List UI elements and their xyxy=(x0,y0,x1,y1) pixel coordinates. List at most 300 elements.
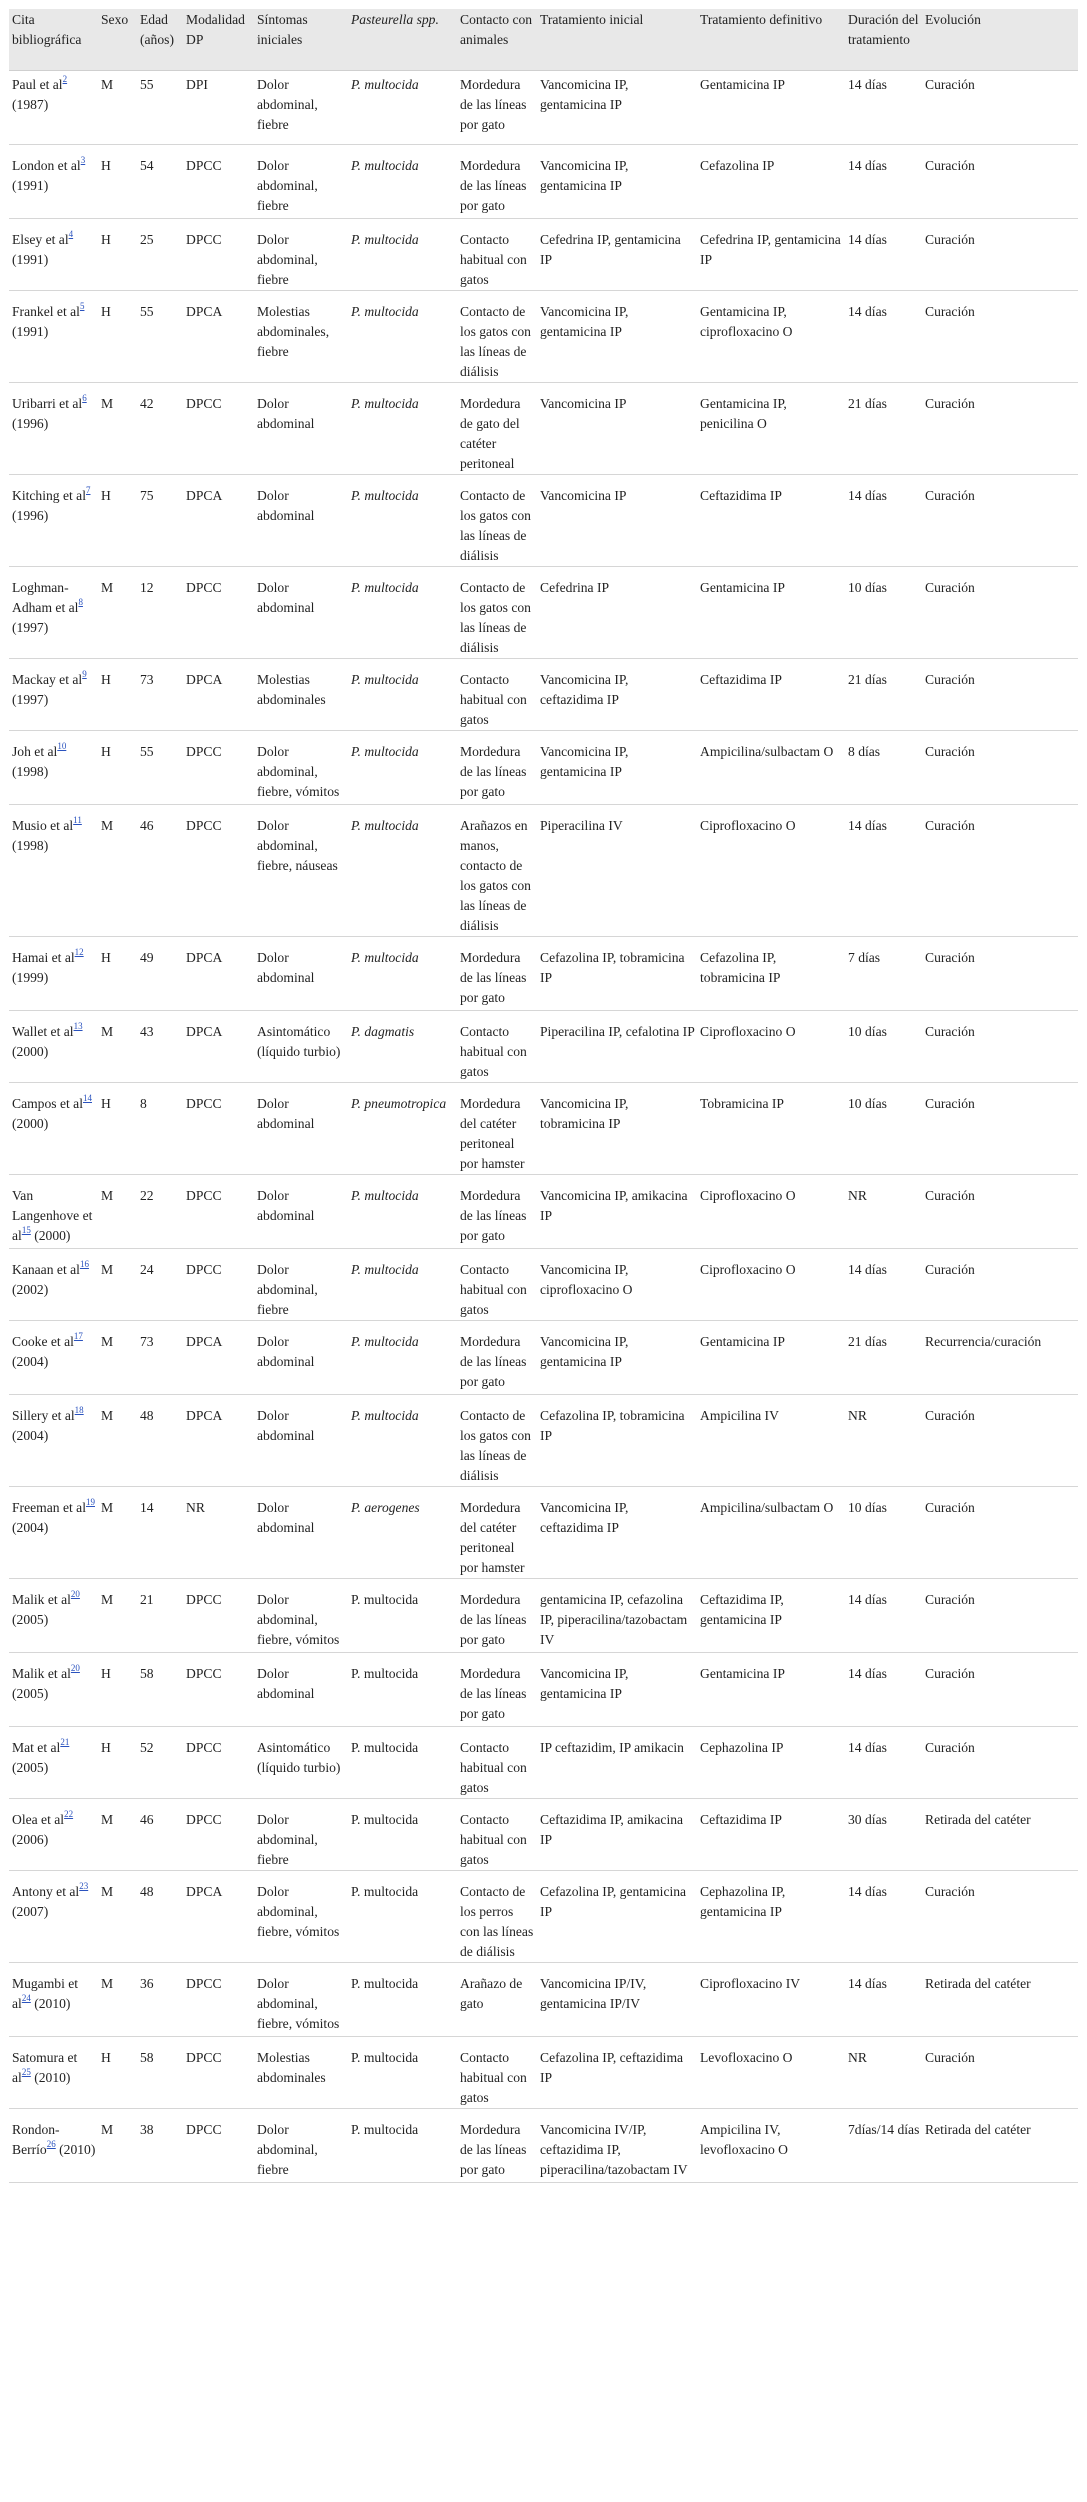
reference-link[interactable]: 24 xyxy=(21,1993,31,2003)
citation-year: (1991) xyxy=(12,324,49,339)
reference-link[interactable]: 23 xyxy=(79,1881,89,1891)
reference-link[interactable]: 10 xyxy=(57,741,67,751)
contact-cell: Contacto de los gatos con las líneas de diálisis xyxy=(457,475,537,567)
duration-cell: 21 días xyxy=(845,383,922,475)
pasteurella-cell: P. multocida xyxy=(348,145,457,219)
pasteurella-cell: P. multocida xyxy=(348,291,457,383)
age-cell: 49 xyxy=(137,937,183,1011)
citation-year: (2005) xyxy=(12,1612,49,1627)
citation-author: Mackay et al xyxy=(12,672,83,687)
definitive-treatment-cell: Cefazolina IP xyxy=(697,145,845,219)
table-row xyxy=(9,1249,1078,1321)
pasteurella-cell: P. multocida xyxy=(348,805,457,937)
definitive-treatment-cell: Cefazolina IP, tobramicina IP xyxy=(697,937,845,1011)
duration-cell: 14 días xyxy=(845,1871,922,1963)
initial-treatment-cell: gentamicina IP, cefazolina IP, piperacilina/tazobactam IV xyxy=(537,1579,697,1653)
citation-author: Frankel et al xyxy=(12,304,80,319)
citation-year: (2002) xyxy=(12,1282,49,1297)
symptoms-cell: Dolor abdominal, fiebre, vómitos xyxy=(254,1579,348,1653)
citation-author: Paul et al xyxy=(12,77,63,92)
citation-author: Kanaan et al xyxy=(12,1262,80,1277)
definitive-treatment-cell: Ampicilina IV, levofloxacino O xyxy=(697,2109,845,2183)
age-cell: 25 xyxy=(137,219,183,291)
symptoms-cell: Dolor abdominal, fiebre xyxy=(254,219,348,291)
contact-cell: Contacto habitual con gatos xyxy=(457,1799,537,1871)
citation-author: Hamai et al xyxy=(12,950,75,965)
table-row xyxy=(9,1799,1078,1871)
outcome-cell: Curación xyxy=(922,1653,1078,1727)
citation-author: Olea et al xyxy=(12,1812,65,1827)
modality-cell: DPCA xyxy=(183,1395,254,1487)
reference-link[interactable]: 20 xyxy=(70,1663,80,1673)
definitive-treatment-cell: Gentamicina IP xyxy=(697,71,845,145)
pasteurella-cell: P. multocida xyxy=(348,1963,457,2037)
citation-year: (2010) xyxy=(34,2070,71,2085)
citation-author: Antony et al xyxy=(12,1884,80,1899)
age-cell: 22 xyxy=(137,1175,183,1249)
pasteurella-cell: P. multocida xyxy=(348,1727,457,1799)
contact-cell: Contacto de los perros con las líneas de diálisis xyxy=(457,1871,537,1963)
header-definitive-treatment: Tratamiento definitivo xyxy=(697,9,845,71)
age-cell: 55 xyxy=(137,291,183,383)
citation-cell xyxy=(9,1579,98,1653)
age-cell: 73 xyxy=(137,659,183,731)
outcome-cell: Curación xyxy=(922,1011,1078,1083)
symptoms-cell: Dolor abdominal xyxy=(254,1653,348,1727)
initial-treatment-cell: Vancomicina IP, gentamicina IP xyxy=(537,731,697,805)
sex-cell: H xyxy=(98,2037,137,2109)
sex-cell: H xyxy=(98,731,137,805)
reference-link[interactable]: 6 xyxy=(82,393,87,403)
sex-cell: H xyxy=(98,659,137,731)
pasteurella-cell: P. multocida xyxy=(348,1579,457,1653)
contact-cell: Contacto habitual con gatos xyxy=(457,659,537,731)
citation-year: (2005) xyxy=(12,1760,49,1775)
duration-cell: 14 días xyxy=(845,219,922,291)
pasteurella-cell: P. multocida xyxy=(348,1653,457,1727)
reference-link[interactable]: 26 xyxy=(46,2139,56,2149)
duration-cell: 7 días xyxy=(845,937,922,1011)
modality-cell: DPCC xyxy=(183,1579,254,1653)
definitive-treatment-cell: Ampicilina IV xyxy=(697,1395,845,1487)
symptoms-cell: Dolor abdominal xyxy=(254,475,348,567)
definitive-treatment-cell: Ceftazidima IP xyxy=(697,659,845,731)
reference-link[interactable]: 9 xyxy=(82,669,87,679)
age-cell: 8 xyxy=(137,1083,183,1175)
age-cell: 55 xyxy=(137,731,183,805)
duration-cell: 21 días xyxy=(845,1321,922,1395)
age-cell: 36 xyxy=(137,1963,183,2037)
duration-cell: 14 días xyxy=(845,71,922,145)
table-row xyxy=(9,71,1078,145)
table-row xyxy=(9,805,1078,937)
symptoms-cell: Dolor abdominal xyxy=(254,1321,348,1395)
contact-cell: Contacto habitual con gatos xyxy=(457,1727,537,1799)
citation-cell xyxy=(9,1395,98,1487)
header-animal-contact: Contacto con animales xyxy=(457,9,537,71)
initial-treatment-cell: Cefazolina IP, tobramicina IP xyxy=(537,937,697,1011)
outcome-cell: Curación xyxy=(922,937,1078,1011)
symptoms-cell: Asintomático (líquido turbio) xyxy=(254,1727,348,1799)
initial-treatment-cell: Vancomicina IP, tobramicina IP xyxy=(537,1083,697,1175)
sex-cell: M xyxy=(98,1487,137,1579)
reference-link[interactable]: 19 xyxy=(85,1497,95,1507)
symptoms-cell: Dolor abdominal, fiebre, vómitos xyxy=(254,1871,348,1963)
definitive-treatment-cell: Ciprofloxacino O xyxy=(697,1175,845,1249)
age-cell: 48 xyxy=(137,1395,183,1487)
initial-treatment-cell: Vancomicina IP, ciprofloxacino O xyxy=(537,1249,697,1321)
age-cell: 48 xyxy=(137,1871,183,1963)
citation-author: Mat et al xyxy=(12,1740,61,1755)
initial-treatment-cell: Cefedrina IP xyxy=(537,567,697,659)
definitive-treatment-cell: Gentamicina IP xyxy=(697,1653,845,1727)
pasteurella-cell: P. multocida xyxy=(348,1799,457,1871)
outcome-cell: Curación xyxy=(922,731,1078,805)
symptoms-cell: Dolor abdominal xyxy=(254,567,348,659)
pasteurella-cell: P. multocida xyxy=(348,1175,457,1249)
symptoms-cell: Dolor abdominal, fiebre, vómitos xyxy=(254,731,348,805)
sex-cell: M xyxy=(98,1249,137,1321)
initial-treatment-cell: Vancomicina IV/IP, ceftazidima IP, piperacilina/tazobactam IV xyxy=(537,2109,697,2183)
table-row xyxy=(9,659,1078,731)
initial-treatment-cell: Cefedrina IP, gentamicina IP xyxy=(537,219,697,291)
age-cell: 21 xyxy=(137,1579,183,1653)
modality-cell: DPCC xyxy=(183,1249,254,1321)
table-row xyxy=(9,2037,1078,2109)
age-cell: 75 xyxy=(137,475,183,567)
sex-cell: H xyxy=(98,1727,137,1799)
pasteurella-cell: P. multocida xyxy=(348,2037,457,2109)
symptoms-cell: Asintomático (líquido turbio) xyxy=(254,1011,348,1083)
definitive-treatment-cell: Cephazolina IP xyxy=(697,1727,845,1799)
citation-author: Sillery et al xyxy=(12,1408,75,1423)
initial-treatment-cell: Vancomicina IP, ceftazidima IP xyxy=(537,1487,697,1579)
table-row xyxy=(9,145,1078,219)
citation-year: (1987) xyxy=(12,97,49,112)
outcome-cell: Curación xyxy=(922,659,1078,731)
reference-link[interactable]: 7 xyxy=(86,485,91,495)
age-cell: 55 xyxy=(137,71,183,145)
symptoms-cell: Dolor abdominal, fiebre xyxy=(254,2109,348,2183)
age-cell: 54 xyxy=(137,145,183,219)
reference-link[interactable]: 13 xyxy=(73,1021,83,1031)
pasteurella-cell: P. multocida xyxy=(348,1395,457,1487)
outcome-cell: Curación xyxy=(922,219,1078,291)
pasteurella-cell: P. multocida xyxy=(348,731,457,805)
reference-link[interactable]: 20 xyxy=(70,1589,80,1599)
sex-cell: H xyxy=(98,291,137,383)
reference-link[interactable]: 8 xyxy=(78,597,83,607)
citation-cell xyxy=(9,731,98,805)
definitive-treatment-cell: Ciprofloxacino IV xyxy=(697,1963,845,2037)
duration-cell: 14 días xyxy=(845,1727,922,1799)
reference-link[interactable]: 14 xyxy=(82,1093,92,1103)
duration-cell: 30 días xyxy=(845,1799,922,1871)
reference-link[interactable]: 17 xyxy=(73,1331,83,1341)
citation-cell xyxy=(9,1871,98,1963)
age-cell: 58 xyxy=(137,1653,183,1727)
table-row xyxy=(9,1727,1078,1799)
contact-cell: Mordedura de las líneas por gato xyxy=(457,145,537,219)
header-sex: Sexo xyxy=(98,9,137,71)
age-cell: 12 xyxy=(137,567,183,659)
definitive-treatment-cell: Ceftazidima IP, gentamicina IP xyxy=(697,1579,845,1653)
initial-treatment-cell: Vancomicina IP, ceftazidima IP xyxy=(537,659,697,731)
citation-cell xyxy=(9,291,98,383)
header-modality: Modalidad DP xyxy=(183,9,254,71)
header-pasteurella: Pasteurella spp. xyxy=(348,9,457,71)
modality-cell: DPCC xyxy=(183,1799,254,1871)
definitive-treatment-cell: Ciprofloxacino O xyxy=(697,1249,845,1321)
modality-cell: DPCC xyxy=(183,2109,254,2183)
reference-link[interactable]: 16 xyxy=(79,1259,89,1269)
duration-cell: 14 días xyxy=(845,1963,922,2037)
contact-cell: Arañazo de gato xyxy=(457,1963,537,2037)
initial-treatment-cell: Cefazolina IP, ceftazidima IP xyxy=(537,2037,697,2109)
table-row xyxy=(9,1395,1078,1487)
outcome-cell: Retirada del catéter xyxy=(922,1799,1078,1871)
modality-cell: NR xyxy=(183,1487,254,1579)
age-cell: 42 xyxy=(137,383,183,475)
citation-cell xyxy=(9,219,98,291)
citation-author: Satomura et al xyxy=(12,2050,78,2085)
pasteurella-cell: P. multocida xyxy=(348,71,457,145)
table-body xyxy=(9,71,1078,2183)
symptoms-cell: Molestias abdominales, fiebre xyxy=(254,291,348,383)
citation-year: (2006) xyxy=(12,1832,49,1847)
outcome-cell: Curación xyxy=(922,1579,1078,1653)
table-row xyxy=(9,1871,1078,1963)
outcome-cell: Curación xyxy=(922,475,1078,567)
pasteurella-cell: P. multocida xyxy=(348,2109,457,2183)
sex-cell: M xyxy=(98,567,137,659)
citation-year: (1996) xyxy=(12,508,49,523)
citation-year: (2004) xyxy=(12,1428,49,1443)
table-row xyxy=(9,937,1078,1011)
sex-cell: M xyxy=(98,1871,137,1963)
reference-link[interactable]: 4 xyxy=(68,229,74,239)
header-symptoms: Síntomas iniciales xyxy=(254,9,348,71)
definitive-treatment-cell: Gentamicina IP xyxy=(697,567,845,659)
citation-author: Kitching et al xyxy=(12,488,86,503)
age-cell: 38 xyxy=(137,2109,183,2183)
table-row xyxy=(9,1175,1078,1249)
duration-cell: 10 días xyxy=(845,1487,922,1579)
citation-cell xyxy=(9,1321,98,1395)
table-row xyxy=(9,1083,1078,1175)
citation-year: (2004) xyxy=(12,1354,49,1369)
modality-cell: DPCA xyxy=(183,291,254,383)
table-row xyxy=(9,291,1078,383)
modality-cell: DPCC xyxy=(183,383,254,475)
contact-cell: Contacto habitual con gatos xyxy=(457,1249,537,1321)
definitive-treatment-cell: Ciprofloxacino O xyxy=(697,805,845,937)
contact-cell: Mordedura de las líneas por gato xyxy=(457,2109,537,2183)
table-row xyxy=(9,1321,1078,1395)
citation-year: (1997) xyxy=(12,620,49,635)
contact-cell: Mordedura de las líneas por gato xyxy=(457,71,537,145)
definitive-treatment-cell: Gentamicina IP, ciprofloxacino O xyxy=(697,291,845,383)
reference-link[interactable]: 22 xyxy=(64,1809,74,1819)
initial-treatment-cell: Vancomicina IP, amikacina IP xyxy=(537,1175,697,1249)
pasteurella-cell: P. multocida xyxy=(348,659,457,731)
header-duration: Duración del tratamiento xyxy=(845,9,922,71)
reference-link[interactable]: 3 xyxy=(80,155,86,165)
reference-link[interactable]: 5 xyxy=(79,301,85,311)
symptoms-cell: Dolor abdominal, fiebre, vómitos xyxy=(254,1963,348,2037)
reference-link[interactable]: 11 xyxy=(73,815,82,825)
outcome-cell: Curación xyxy=(922,1727,1078,1799)
contact-cell: Mordedura de las líneas por gato xyxy=(457,731,537,805)
citation-year: (2010) xyxy=(59,2142,96,2157)
outcome-cell: Retirada del catéter xyxy=(922,2109,1078,2183)
citation-cell xyxy=(9,1653,98,1727)
contact-cell: Mordedura de las líneas por gato xyxy=(457,1321,537,1395)
citation-year: (2000) xyxy=(34,1228,71,1243)
age-cell: 14 xyxy=(137,1487,183,1579)
duration-cell: NR xyxy=(845,1175,922,1249)
citation-author: Uribarri et al xyxy=(12,396,83,411)
table-row xyxy=(9,1653,1078,1727)
outcome-cell: Curación xyxy=(922,1395,1078,1487)
modality-cell: DPCC xyxy=(183,2037,254,2109)
citation-author: Rondon-Berrío xyxy=(12,2122,60,2157)
modality-cell: DPCC xyxy=(183,219,254,291)
modality-cell: DPCC xyxy=(183,805,254,937)
reference-link[interactable]: 25 xyxy=(21,2067,31,2077)
age-cell: 46 xyxy=(137,1799,183,1871)
citation-cell xyxy=(9,1799,98,1871)
initial-treatment-cell: Vancomicina IP xyxy=(537,383,697,475)
table-row xyxy=(9,1579,1078,1653)
duration-cell: 14 días xyxy=(845,805,922,937)
citation-author: Cooke et al xyxy=(12,1334,74,1349)
symptoms-cell: Molestias abdominales xyxy=(254,2037,348,2109)
citation-author: Campos et al xyxy=(12,1096,83,1111)
citation-cell xyxy=(9,475,98,567)
initial-treatment-cell: Vancomicina IP, gentamicina IP xyxy=(537,291,697,383)
pasteurella-cell: P. multocida xyxy=(348,567,457,659)
citation-year: (2007) xyxy=(12,1904,49,1919)
outcome-cell: Curación xyxy=(922,1249,1078,1321)
pasteurella-cell: P. multocida xyxy=(348,475,457,567)
outcome-cell: Recurrencia/curación xyxy=(922,1321,1078,1395)
contact-cell: Contacto habitual con gatos xyxy=(457,1011,537,1083)
pasteurella-cell: P. dagmatis xyxy=(348,1011,457,1083)
table-row xyxy=(9,567,1078,659)
citation-author: Freeman et al xyxy=(12,1500,86,1515)
modality-cell: DPCA xyxy=(183,1321,254,1395)
definitive-treatment-cell: Ampicilina/sulbactam O xyxy=(697,731,845,805)
initial-treatment-cell: Vancomicina IP, gentamicina IP xyxy=(537,145,697,219)
age-cell: 46 xyxy=(137,805,183,937)
citation-cell xyxy=(9,1727,98,1799)
reference-link[interactable]: 21 xyxy=(60,1737,70,1747)
citation-author: Joh et al xyxy=(12,744,58,759)
contact-cell: Contacto de los gatos con las líneas de diálisis xyxy=(457,1395,537,1487)
sex-cell: H xyxy=(98,145,137,219)
symptoms-cell: Dolor abdominal, fiebre xyxy=(254,1249,348,1321)
contact-cell: Contacto de los gatos con las líneas de diálisis xyxy=(457,291,537,383)
reference-link[interactable]: 18 xyxy=(74,1405,84,1415)
header-citation: Cita bibliográfica xyxy=(9,9,98,71)
symptoms-cell: Dolor abdominal, fiebre, náuseas xyxy=(254,805,348,937)
sex-cell: M xyxy=(98,1579,137,1653)
definitive-treatment-cell: Ampicilina/sulbactam O xyxy=(697,1487,845,1579)
initial-treatment-cell: Vancomicina IP xyxy=(537,475,697,567)
initial-treatment-cell: Piperacilina IP, cefalotina IP xyxy=(537,1011,697,1083)
duration-cell: 14 días xyxy=(845,1653,922,1727)
symptoms-cell: Dolor abdominal, fiebre xyxy=(254,1799,348,1871)
contact-cell: Mordedura de las líneas por gato xyxy=(457,937,537,1011)
citation-year: (2000) xyxy=(12,1116,49,1131)
initial-treatment-cell: Vancomicina IP, gentamicina IP xyxy=(537,71,697,145)
table-row xyxy=(9,731,1078,805)
outcome-cell: Curación xyxy=(922,805,1078,937)
outcome-cell: Curación xyxy=(922,1083,1078,1175)
citation-year: (2004) xyxy=(12,1520,49,1535)
pasteurella-cell: P. multocida xyxy=(348,219,457,291)
citation-year: (1997) xyxy=(12,692,49,707)
outcome-cell: Curación xyxy=(922,1487,1078,1579)
initial-treatment-cell: Piperacilina IV xyxy=(537,805,697,937)
sex-cell: M xyxy=(98,383,137,475)
citation-year: (2005) xyxy=(12,1686,49,1701)
initial-treatment-cell: IP ceftazidim, IP amikacin xyxy=(537,1727,697,1799)
pasteurella-cell: P. aerogenes xyxy=(348,1487,457,1579)
duration-cell: 10 días xyxy=(845,567,922,659)
age-cell: 58 xyxy=(137,2037,183,2109)
sex-cell: M xyxy=(98,1395,137,1487)
sex-cell: H xyxy=(98,219,137,291)
definitive-treatment-cell: Tobramicina IP xyxy=(697,1083,845,1175)
sex-cell: M xyxy=(98,1321,137,1395)
table-row xyxy=(9,219,1078,291)
reference-link[interactable]: 2 xyxy=(62,74,68,84)
sex-cell: M xyxy=(98,1963,137,2037)
contact-cell: Mordedura de las líneas por gato xyxy=(457,1579,537,1653)
symptoms-cell: Dolor abdominal xyxy=(254,1175,348,1249)
outcome-cell: Retirada del catéter xyxy=(922,1963,1078,2037)
duration-cell: 10 días xyxy=(845,1083,922,1175)
citation-author: London et al xyxy=(12,158,81,173)
citation-author: Loghman-Adham et al xyxy=(12,580,79,615)
outcome-cell: Curación xyxy=(922,2037,1078,2109)
age-cell: 52 xyxy=(137,1727,183,1799)
table-row xyxy=(9,475,1078,567)
citation-year: (1999) xyxy=(12,970,49,985)
pasteurella-cell: P. multocida xyxy=(348,1321,457,1395)
citation-cell xyxy=(9,2109,98,2183)
initial-treatment-cell: Vancomicina IP, gentamicina IP xyxy=(537,1321,697,1395)
duration-cell: 10 días xyxy=(845,1011,922,1083)
initial-treatment-cell: Cefazolina IP, tobramicina IP xyxy=(537,1395,697,1487)
modality-cell: DPCC xyxy=(183,1175,254,1249)
citation-cell xyxy=(9,1011,98,1083)
cases-table xyxy=(9,9,1078,2183)
header-outcome: Evolución xyxy=(922,9,1078,71)
symptoms-cell: Dolor abdominal xyxy=(254,383,348,475)
symptoms-cell: Dolor abdominal xyxy=(254,937,348,1011)
citation-author: Elsey et al xyxy=(12,232,69,247)
reference-link[interactable]: 15 xyxy=(21,1225,31,1235)
citation-year: (1996) xyxy=(12,416,49,431)
table-row xyxy=(9,1011,1078,1083)
contact-cell: Mordedura de gato del catéter peritoneal xyxy=(457,383,537,475)
symptoms-cell: Dolor abdominal, fiebre xyxy=(254,71,348,145)
reference-link[interactable]: 12 xyxy=(74,947,84,957)
sex-cell: H xyxy=(98,1653,137,1727)
